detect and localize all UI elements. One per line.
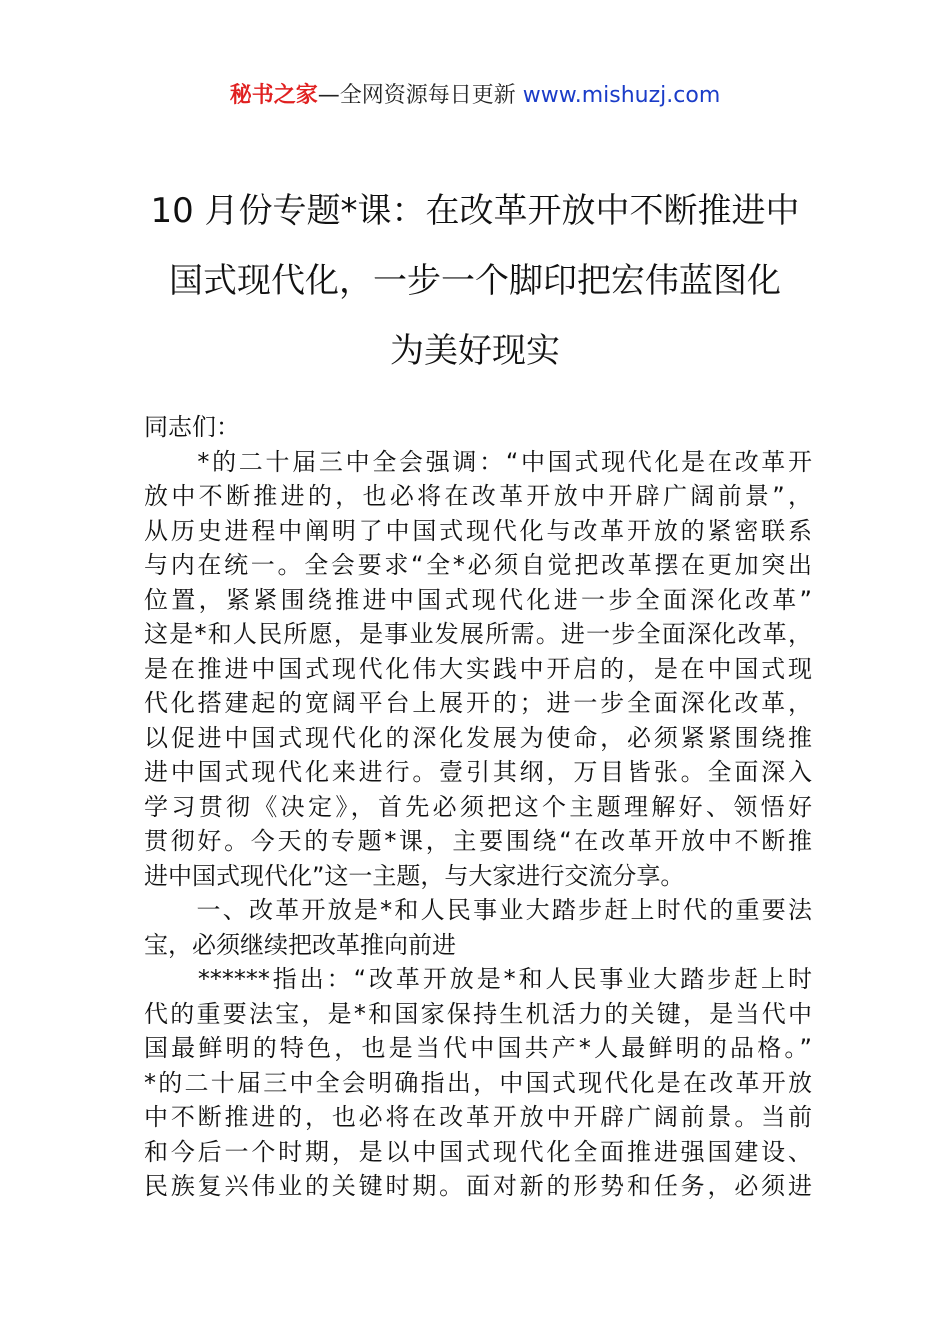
body-line: 放中不断推进的，也必将在改革开放中开辟广阔前景”， <box>144 482 812 510</box>
body-line: 贯彻好。今天的专题*课，主要围绕“在改革开放中不断推 <box>144 827 812 855</box>
section-heading-line: 宝，必须继续把改革推向前进 <box>144 930 456 959</box>
body-line: 和今后一个时期，是以中国式现代化全面推进强国建设、 <box>144 1137 812 1166</box>
body-line: 国最鲜明的特色，也是当代中国共产*人最鲜明的品格。” <box>144 1034 812 1062</box>
title-line: 10 月份专题*课：在改革开放中不断推进中 <box>150 191 800 231</box>
site-tagline: —全网资源每日更新 <box>317 83 516 108</box>
body-line: 学习贯彻《决定》，首先必须把这个主题理解好、领悟好 <box>144 792 812 821</box>
body-line: 与内在统一。全会要求“全*必须自觉把改革摆在更加突出 <box>144 551 812 579</box>
site-brand: 秘书之家 <box>229 83 318 108</box>
document-body <box>144 410 812 1204</box>
body-line: 民族复兴伟业的关键时期。面对新的形势和任务，必须进 <box>144 1172 812 1200</box>
body-line: 代化搭建起的宽阔平台上展开的；进一步全面深化改革， <box>144 689 812 717</box>
body-line: 这是*和人民所愿，是事业发展所需。进一步全面深化改革， <box>144 620 812 648</box>
body-line: 进中国式现代化”这一主题，与大家进行交流分享。 <box>144 861 685 890</box>
body-line: *的二十届三中全会强调：“中国式现代化是在改革开 <box>144 447 812 476</box>
site-url-link[interactable]: www.mishuzj.com <box>522 83 721 108</box>
body-line: 以促进中国式现代化的深化发展为使命，必须紧紧围绕推 <box>144 723 812 752</box>
title-line: 为美好现实 <box>390 331 560 371</box>
title-line: 国式现代化，一步一个脚印把宏伟蓝图化 <box>169 261 781 301</box>
body-line: *的二十届三中全会明确指出，中国式现代化是在改革开放 <box>144 1068 812 1097</box>
site-header <box>0 80 950 112</box>
body-line: 进中国式现代化来进行。壹引其纲，万目皆张。全面深入 <box>144 758 812 786</box>
body-line: 位置，紧紧围绕推进中国式现代化进一步全面深化改革” <box>144 585 812 614</box>
salutation: 同志们： <box>144 413 240 441</box>
section-heading-line: 一、改革开放是*和人民事业大踏步赶上时代的重要法 <box>144 896 812 924</box>
body-line: 代的重要法宝，是*和国家保持生机活力的关键，是当代中 <box>144 999 812 1028</box>
body-line: ******指出：“改革开放是*和人民事业大踏步赶上时 <box>144 965 812 993</box>
body-line: 从历史进程中阐明了中国式现代化与改革开放的紧密联系 <box>144 516 812 545</box>
body-line: 中不断推进的，也必将在改革开放中开辟广阔前景。当前 <box>144 1103 812 1131</box>
document-title <box>130 176 820 386</box>
body-line: 是在推进中国式现代化伟大实践中开启的，是在中国式现 <box>144 654 812 683</box>
